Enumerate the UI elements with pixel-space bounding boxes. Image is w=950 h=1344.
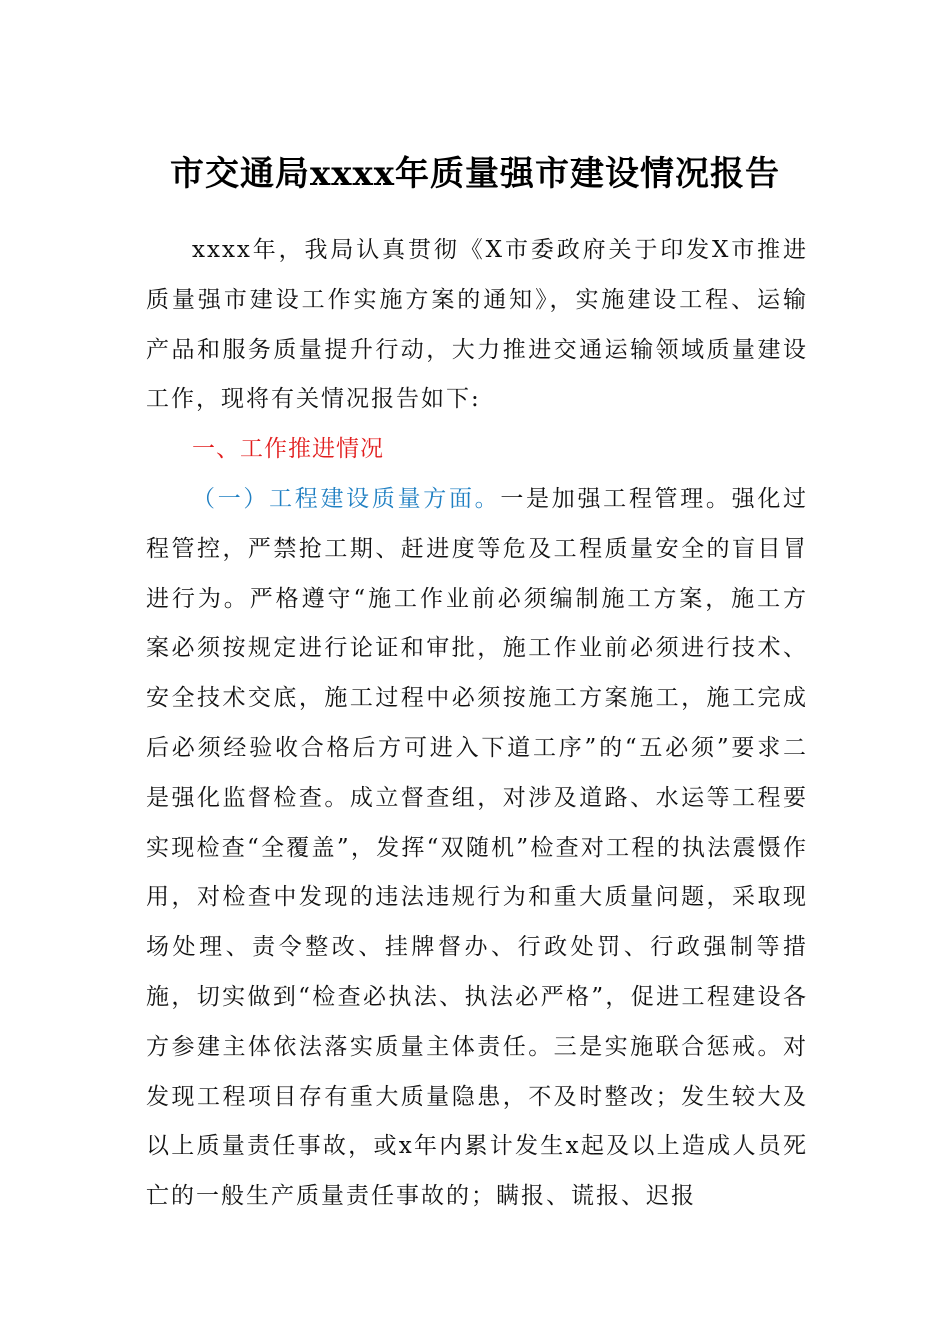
subsection-paragraph [146, 475, 808, 1222]
subsection-heading: （一）工程建设质量方面。 [192, 485, 501, 512]
subsection-text: 一是加强工程管理。强化过程管控，严禁抢工期、赶进度等危及工程质量安全的盲目冒进行为。严格遵守“施工作业前必须编制施工方案，施工方案必须按规定进行论证和审批，施工作业前必须进行技术、安全技术交底，施工过程中必须按施工方案施工，施工完成后必须经验收合格后方可进入下道工序”的“五必须”要求二是强化监督检查。成立督查组，对涉及道路、水运等工程要实现检查“全覆盖”，发挥“双随机”检查对工程的执法震慑作用，对检查中发现的违法违规行为和重大质量问题，采取现场处理、责令整改、挂牌督办、行政处罚、行政强制等措施，切实做到“检查必执法、执法必严格”，促进工程建设各方参建主体依法落实质量主体责任。三是实施联合惩戒。对发现工程项目存有重大质量隐患，不及时整改；发生较大及以上质量责任事故，或x年内累计发生x起及以上造成人员死亡的一般生产质量责任事故的；瞒报、谎报、迟报 [146, 485, 809, 1210]
intro-paragraph: xxxx年，我局认真贯彻《X市委政府关于印发X市推进质量强市建设工作实施方案的通知》，实施建设工程、运输产品和服务质量提升行动，大力推进交通运输领域质量建设工作，现将有关情况报告如下: [146, 237, 808, 413]
document-title: 市交通局xxxx年质量强市建设情况报告 [169, 154, 781, 194]
section-heading: 一、工作推进情况 [192, 436, 384, 463]
document-body [146, 226, 808, 1222]
